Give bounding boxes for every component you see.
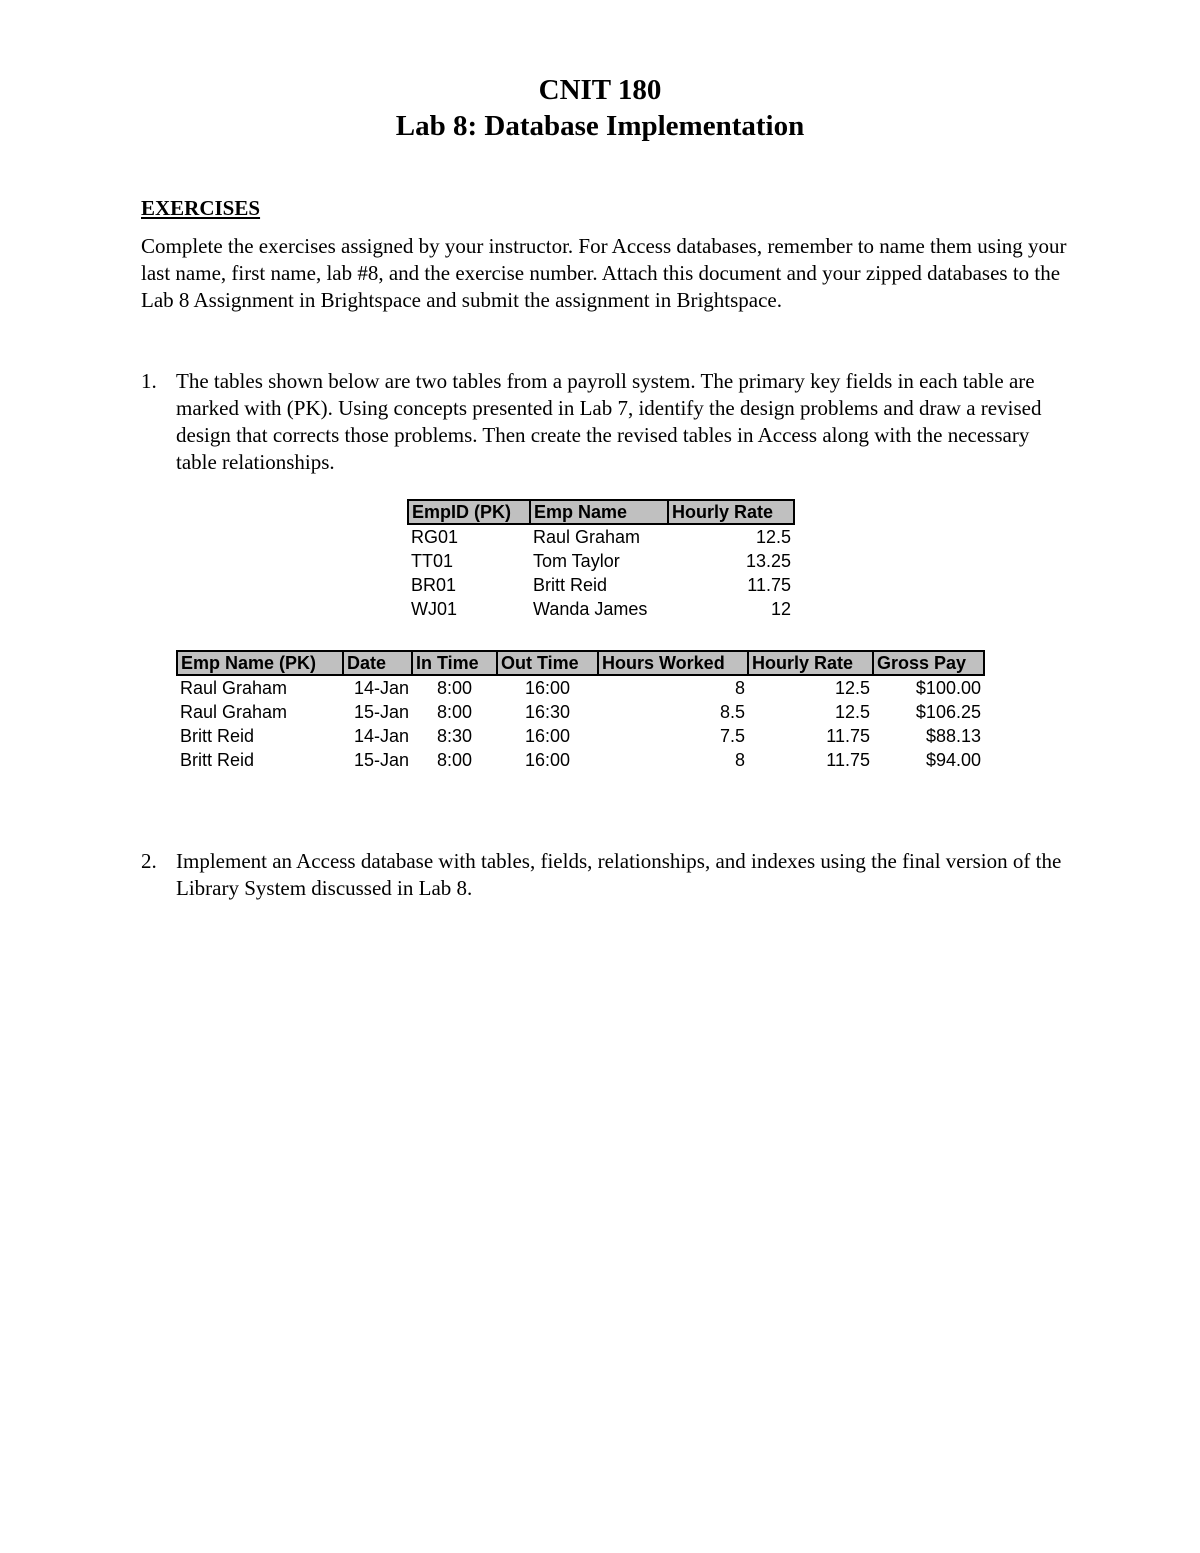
exercises-heading: EXERCISES — [141, 196, 261, 220]
column-header: Emp Name — [530, 500, 668, 524]
table-cell: 14-Jan — [353, 726, 409, 746]
table-cell: Britt Reid — [180, 750, 255, 770]
table-row — [177, 675, 984, 700]
table-cell: 13.25 — [745, 551, 791, 571]
hours-table — [176, 650, 985, 772]
table-cell: $106.25 — [915, 702, 981, 722]
table-row — [408, 573, 794, 597]
table-row — [408, 524, 794, 549]
column-header: Gross Pay — [873, 651, 984, 675]
table-row — [177, 724, 984, 748]
column-header: In Time — [412, 651, 497, 675]
table-cell: Tom Taylor — [533, 551, 620, 571]
table-cell: 8:00 — [436, 678, 473, 698]
table-cell: TT01 — [411, 551, 454, 571]
table-cell: 16:00 — [524, 750, 571, 770]
exercise-number: 1. — [141, 369, 157, 393]
table-row — [408, 597, 794, 621]
table-cell: Wanda James — [533, 599, 648, 619]
table-cell: 8.5 — [719, 702, 745, 722]
exercise-text: The tables shown below are two tables from a payroll system. The primary key fields in each table are marked with (PK). Using concepts presented in Lab 7, identify the design problems and draw a revised design that corrects those problems. Then create the revised tables in Access along with the necessary table relationships. — [176, 369, 1042, 474]
table-cell: 8:00 — [436, 702, 473, 722]
table-cell: 8:30 — [436, 726, 473, 746]
table-header-row — [177, 651, 984, 675]
table-cell: 8 — [734, 678, 745, 698]
table-row — [177, 748, 984, 772]
employee-table — [407, 499, 795, 621]
table-cell: $88.13 — [925, 726, 981, 746]
table-cell: 16:00 — [524, 678, 571, 698]
table-cell: 8:00 — [436, 750, 473, 770]
table-cell: 7.5 — [719, 726, 745, 746]
table-cell: 15-Jan — [353, 750, 409, 770]
table-cell: 16:30 — [524, 702, 571, 722]
table-cell: 11.75 — [826, 726, 870, 746]
column-header: Out Time — [497, 651, 598, 675]
table-cell: $94.00 — [925, 750, 981, 770]
course-title: CNIT 180 — [538, 74, 662, 106]
table-cell: 8 — [734, 750, 745, 770]
table-cell: RG01 — [411, 527, 459, 547]
table-row — [177, 700, 984, 724]
exercise-text: Implement an Access database with tables, fields, relationships, and indexes using the final version of the Library System discussed in Lab 8. — [176, 849, 1062, 900]
table-cell: 14-Jan — [353, 678, 409, 698]
table-cell: 11.75 — [747, 575, 791, 595]
column-header: Hours Worked — [598, 651, 748, 675]
table-row — [408, 549, 794, 573]
table-cell: Raul Graham — [533, 527, 641, 547]
table-cell: Raul Graham — [180, 702, 288, 722]
table-header-row — [408, 500, 794, 524]
column-header: EmpID (PK) — [408, 500, 530, 524]
column-header: Emp Name (PK) — [177, 651, 343, 675]
table-cell: WJ01 — [411, 599, 458, 619]
column-header: Hourly Rate — [668, 500, 794, 524]
table-cell: BR01 — [411, 575, 457, 595]
table-cell: Raul Graham — [180, 678, 288, 698]
exercise-number: 2. — [141, 849, 157, 873]
table-cell: 12 — [770, 599, 791, 619]
table-cell: 15-Jan — [353, 702, 409, 722]
lab-title: Lab 8: Database Implementation — [395, 110, 805, 142]
table-cell: Britt Reid — [180, 726, 255, 746]
table-cell: Britt Reid — [533, 575, 608, 595]
column-header: Date — [343, 651, 412, 675]
table-cell: 12.5 — [834, 678, 870, 698]
table-cell: $100.00 — [915, 678, 981, 698]
table-cell: 16:00 — [524, 726, 571, 746]
table-cell: 12.5 — [834, 702, 870, 722]
table-cell: 12.5 — [755, 527, 791, 547]
exercises-intro: Complete the exercises assigned by your instructor. For Access databases, remember to name them using your last name, first name, lab #8, and the exercise number. Attach this document and your zipped databases to the Lab 8 Assignment in Brightspace and submit the assignment in Brightspace. — [141, 234, 1067, 312]
column-header: Hourly Rate — [748, 651, 873, 675]
table-cell: 11.75 — [826, 750, 870, 770]
